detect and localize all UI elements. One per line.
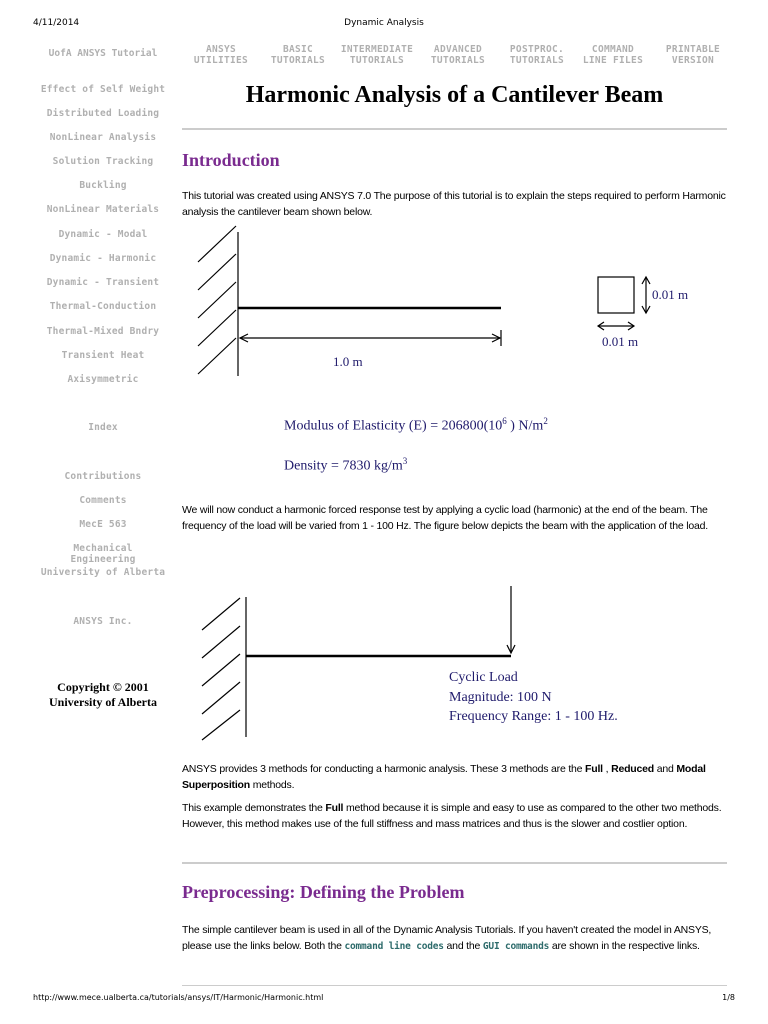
sidebar-link[interactable]: MecE 563 bbox=[79, 519, 127, 530]
page-title: Harmonic Analysis of a Cantilever Beam bbox=[245, 82, 664, 108]
sidebar-item[interactable]: Distributed Loading bbox=[46, 108, 160, 119]
divider bbox=[182, 862, 727, 864]
topnav-item[interactable]: POSTPROC. TUTORIALS bbox=[509, 44, 565, 66]
print-url: http://www.mece.ualberta.ca/tutorials/ansys/IT/Harmonic/Harmonic.html bbox=[33, 993, 324, 1002]
sidebar-item[interactable]: Dynamic - Modal bbox=[58, 229, 148, 240]
beam-width-label: 0.01 m bbox=[602, 334, 639, 349]
copyright-line-1: Copyright © 2001 bbox=[57, 680, 149, 694]
modulus-equation: Modulus of Elasticity $(E) = 206800(10^6$ ) $N/m^2$ bbox=[284, 416, 548, 434]
load-magnitude-label: Magnitude: 100 N bbox=[449, 690, 552, 705]
sidebar-item[interactable]: NonLinear Materials bbox=[46, 204, 160, 215]
intro-heading: Introduction bbox=[182, 150, 280, 170]
sidebar-item[interactable]: Axisymmetric bbox=[67, 374, 139, 385]
sidebar-item[interactable]: Dynamic - Harmonic bbox=[49, 253, 157, 264]
sidebar-item[interactable]: Solution Tracking bbox=[52, 156, 154, 167]
cyclic-load-label: Cyclic Load bbox=[449, 670, 518, 685]
sidebar-item[interactable]: NonLinear Analysis bbox=[49, 132, 157, 143]
print-date: 4/11/2014 bbox=[33, 18, 80, 28]
preprocessing-text: The simple cantilever beam is used in all of the Dynamic Analysis Tutorials. If you haven't created the model in ANSYS, please use the links below. Both the command line codes and the GUI commands are shown in the respective links. bbox=[182, 924, 712, 952]
sidebar-link[interactable]: Mechanical Engineering bbox=[70, 543, 136, 565]
sidebar-link[interactable]: University of Alberta bbox=[40, 567, 166, 578]
sidebar-index-link[interactable]: Index bbox=[88, 422, 118, 433]
topnav-item[interactable]: ANSYS UTILITIES bbox=[193, 44, 249, 66]
load-text: We will now conduct a harmonic forced response test by applying a cyclic load (harmonic) at the end of the beam. The frequency of the load will be varied from 1 - 100 Hz. The figure below depicts the beam with the application of the load. bbox=[182, 504, 709, 532]
topnav-item[interactable]: INTERMEDIATE TUTORIALS bbox=[340, 44, 414, 66]
sidebar-ansys-link[interactable]: ANSYS Inc. bbox=[73, 616, 133, 627]
sidebar-item[interactable]: Dynamic - Transient bbox=[46, 277, 160, 288]
sidebar-item[interactable]: Thermal-Mixed Bndry bbox=[46, 326, 160, 337]
beam-length-label: 1.0 m bbox=[333, 354, 363, 369]
sidebar-link[interactable]: Contributions bbox=[64, 471, 142, 482]
print-page-title: Dynamic Analysis bbox=[344, 18, 424, 28]
sidebar-title[interactable]: UofA ANSYS Tutorial bbox=[48, 48, 158, 59]
preprocessing-heading: Preprocessing: Defining the Problem bbox=[182, 882, 465, 902]
sidebar-link[interactable]: Comments bbox=[79, 495, 127, 506]
divider bbox=[182, 985, 727, 986]
command-line-codes-link[interactable]: command line codes bbox=[344, 941, 444, 952]
topnav-item[interactable]: ADVANCED TUTORIALS bbox=[430, 44, 486, 66]
topnav-item[interactable]: PRINTABLE VERSION bbox=[665, 44, 721, 66]
sidebar-item[interactable]: Effect of Self Weight bbox=[40, 84, 166, 95]
methods-text: ANSYS provides 3 methods for conducting a harmonic analysis. These 3 methods are the Full , Reduced and Modal Superposition methods. bbox=[182, 763, 706, 791]
topnav-item[interactable]: BASIC TUTORIALS bbox=[270, 44, 326, 66]
density-equation: Density = 7830 $kg/m^3$ bbox=[284, 456, 408, 474]
sidebar-item[interactable]: Transient Heat bbox=[61, 350, 145, 361]
sidebar-item[interactable]: Thermal-Conduction bbox=[49, 301, 157, 312]
intro-text: This tutorial was created using ANSYS 7.0 The purpose of this tutorial is to explain the steps required to perform Harmonic analysis the cantilever beam shown below. bbox=[182, 190, 726, 218]
print-page-number: 1/8 bbox=[722, 993, 735, 1002]
sidebar-item[interactable]: Buckling bbox=[79, 180, 127, 191]
topnav-item[interactable]: COMMAND LINE FILES bbox=[582, 44, 644, 66]
load-frequency-label: Frequency Range: 1 - 100 Hz. bbox=[449, 709, 618, 724]
example-text: This example demonstrates the Full method because it is simple and easy to use as compared to the other two methods. However, this method makes use of the full stiffness and mass matrices and thus is the slower and costlier option. bbox=[182, 802, 722, 830]
copyright-line-2: University of Alberta bbox=[49, 695, 157, 709]
gui-commands-link[interactable]: GUI commands bbox=[482, 941, 550, 952]
beam-height-label: 0.01 m bbox=[652, 287, 689, 302]
